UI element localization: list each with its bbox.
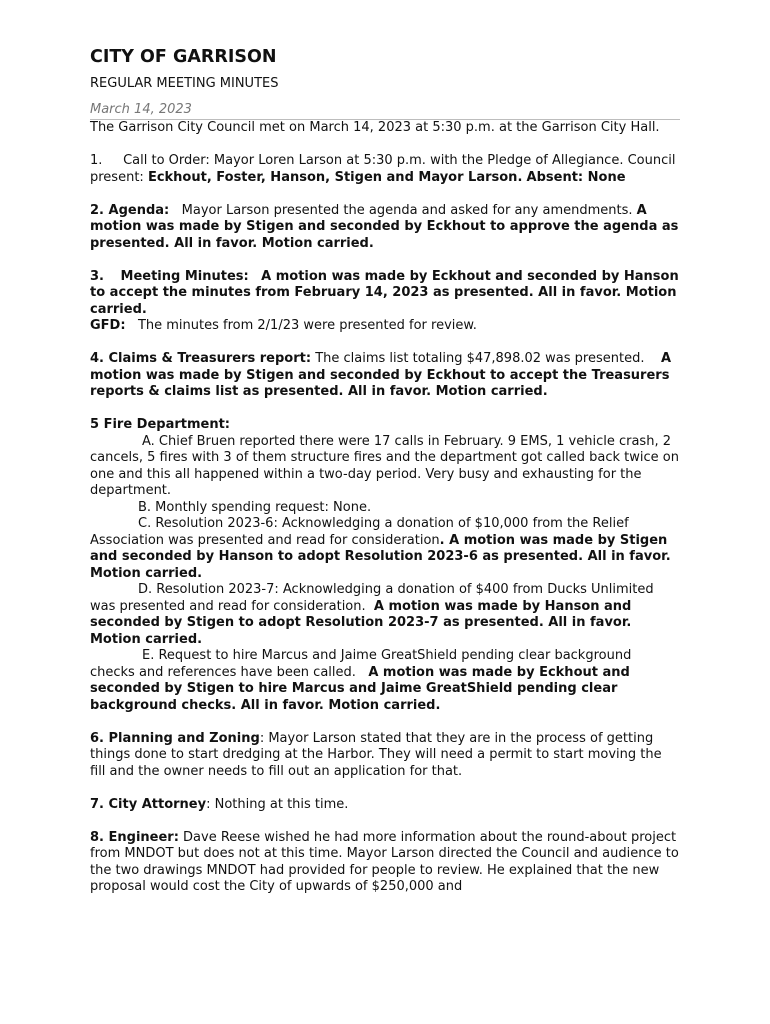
- engineer-text: Dave Reese wished he had more information about the round-about project from MNDOT but does not at this time. Mayor Larson directed the Council and audience to the two drawings MNDOT had provided for people to review. He explained that the new proposal would cost the City of upwards of $250,000 and: [90, 829, 679, 894]
- section-meeting-minutes: [90, 269, 680, 335]
- claims-text: The claims list totaling $47,898.02 was presented.: [315, 351, 645, 366]
- document-page: [90, 46, 680, 896]
- fire-item-e-motion: A motion was made by Eckhout and seconded by Stigen to hire Marcus and Jaime GreatShield pending clear background checks. All in favor. Motion carried.: [90, 664, 630, 713]
- fire-item-e: E. Request to hire Marcus and Jaime GreatShield pending clear background checks and references have been called.: [90, 648, 632, 680]
- section-city-attorney: [90, 797, 680, 814]
- planning-zoning-text: : Mayor Larson stated that they are in the process of getting things done to start dredging at the Harbor. They will need a permit to start moving the fill and the owner needs to fill out an application for that.: [90, 730, 662, 779]
- section-planning-zoning: [90, 731, 680, 781]
- planning-zoning-heading: 6. Planning and Zoning: [90, 730, 260, 746]
- engineer-heading: 8. Engineer:: [90, 829, 179, 845]
- city-attorney-text: : Nothing at this time.: [206, 796, 349, 812]
- document-title: CITY OF GARRISON: [90, 47, 277, 67]
- city-attorney-heading: 7. City Attorney: [90, 796, 207, 812]
- meeting-minutes-motion: A motion was made by Eckhout and seconded by Hanson to accept the minutes from February 14, 2023 as presented. All in favor. Motion carried.: [90, 268, 679, 317]
- section-agenda: [90, 203, 680, 253]
- section-claims: [90, 351, 680, 401]
- section-fire-department: [90, 417, 680, 714]
- fire-item-d-motion: A motion was made by Hanson and seconded by Stigen to adopt Resolution 2023-7 as presented. All in favor. Motion carried.: [90, 598, 632, 647]
- council-present-label: Council present:: [90, 153, 676, 185]
- claims-motion: A motion was made by Stigen and seconded by Eckhout to accept the Treasurers reports & claims list as presented. All in favor. Motion carried.: [90, 351, 672, 399]
- fire-item-c-motion: . A motion was made by Stigen and seconded by Hanson to adopt Resolution 2023-6 as presented. All in favor. Motion carried.: [90, 532, 671, 581]
- intro-paragraph: The Garrison City Council met on March 14, 2023 at 5:30 p.m. at the Garrison City Hall.: [90, 120, 660, 135]
- minutes-body: [90, 120, 680, 896]
- fire-item-a: A. Chief Bruen reported there were 17 calls in February. 9 EMS, 1 vehicle crash, 2 cancels, 5 fires with 3 of them structure fires and the department got called back twice on one and this all happened within a two-day period. Very busy and exhausting for the department.: [90, 433, 679, 498]
- section-number: 3.: [90, 268, 104, 284]
- gfd-text: The minutes from 2/1/23 were presented for review.: [137, 318, 477, 333]
- call-to-order-text: Call to Order: Mayor Loren Larson at 5:30 p.m. with the Pledge of Allegiance.: [123, 153, 624, 168]
- fire-item-b: B. Monthly spending request: None.: [138, 499, 372, 515]
- council-present-list: Eckhout, Foster, Hanson, Stigen and Mayor Larson.: [147, 169, 523, 185]
- fire-department-heading: 5 Fire Department:: [90, 417, 231, 432]
- meeting-minutes-heading: Meeting Minutes:: [120, 268, 249, 284]
- agenda-motion: A motion was made by Stigen and seconded by Eckhout to approve the agenda as presented. All in favor. Motion carried.: [90, 202, 679, 251]
- gfd-label: GFD:: [90, 318, 126, 333]
- absent-text: Absent: None: [526, 169, 626, 185]
- document-subtitle: REGULAR MEETING MINUTES: [90, 76, 279, 91]
- section-number: 1.: [90, 153, 103, 168]
- fire-item-d: D. Resolution 2023-7: Acknowledging a donation of $400 from Ducks Unlimited was presented and read for consideration.: [90, 582, 654, 614]
- section-engineer: [90, 830, 680, 896]
- meeting-date: March 14, 2023: [90, 102, 680, 120]
- fire-item-c: C. Resolution 2023-6: Acknowledging a donation of $10,000 from the Relief Association was presented and read for consideration: [90, 516, 629, 548]
- claims-heading: 4. Claims & Treasurers report:: [90, 351, 312, 366]
- agenda-text: Mayor Larson presented the agenda and asked for any amendments.: [181, 202, 633, 218]
- agenda-heading: 2. Agenda:: [90, 202, 170, 218]
- section-call-to-order: [90, 153, 680, 186]
